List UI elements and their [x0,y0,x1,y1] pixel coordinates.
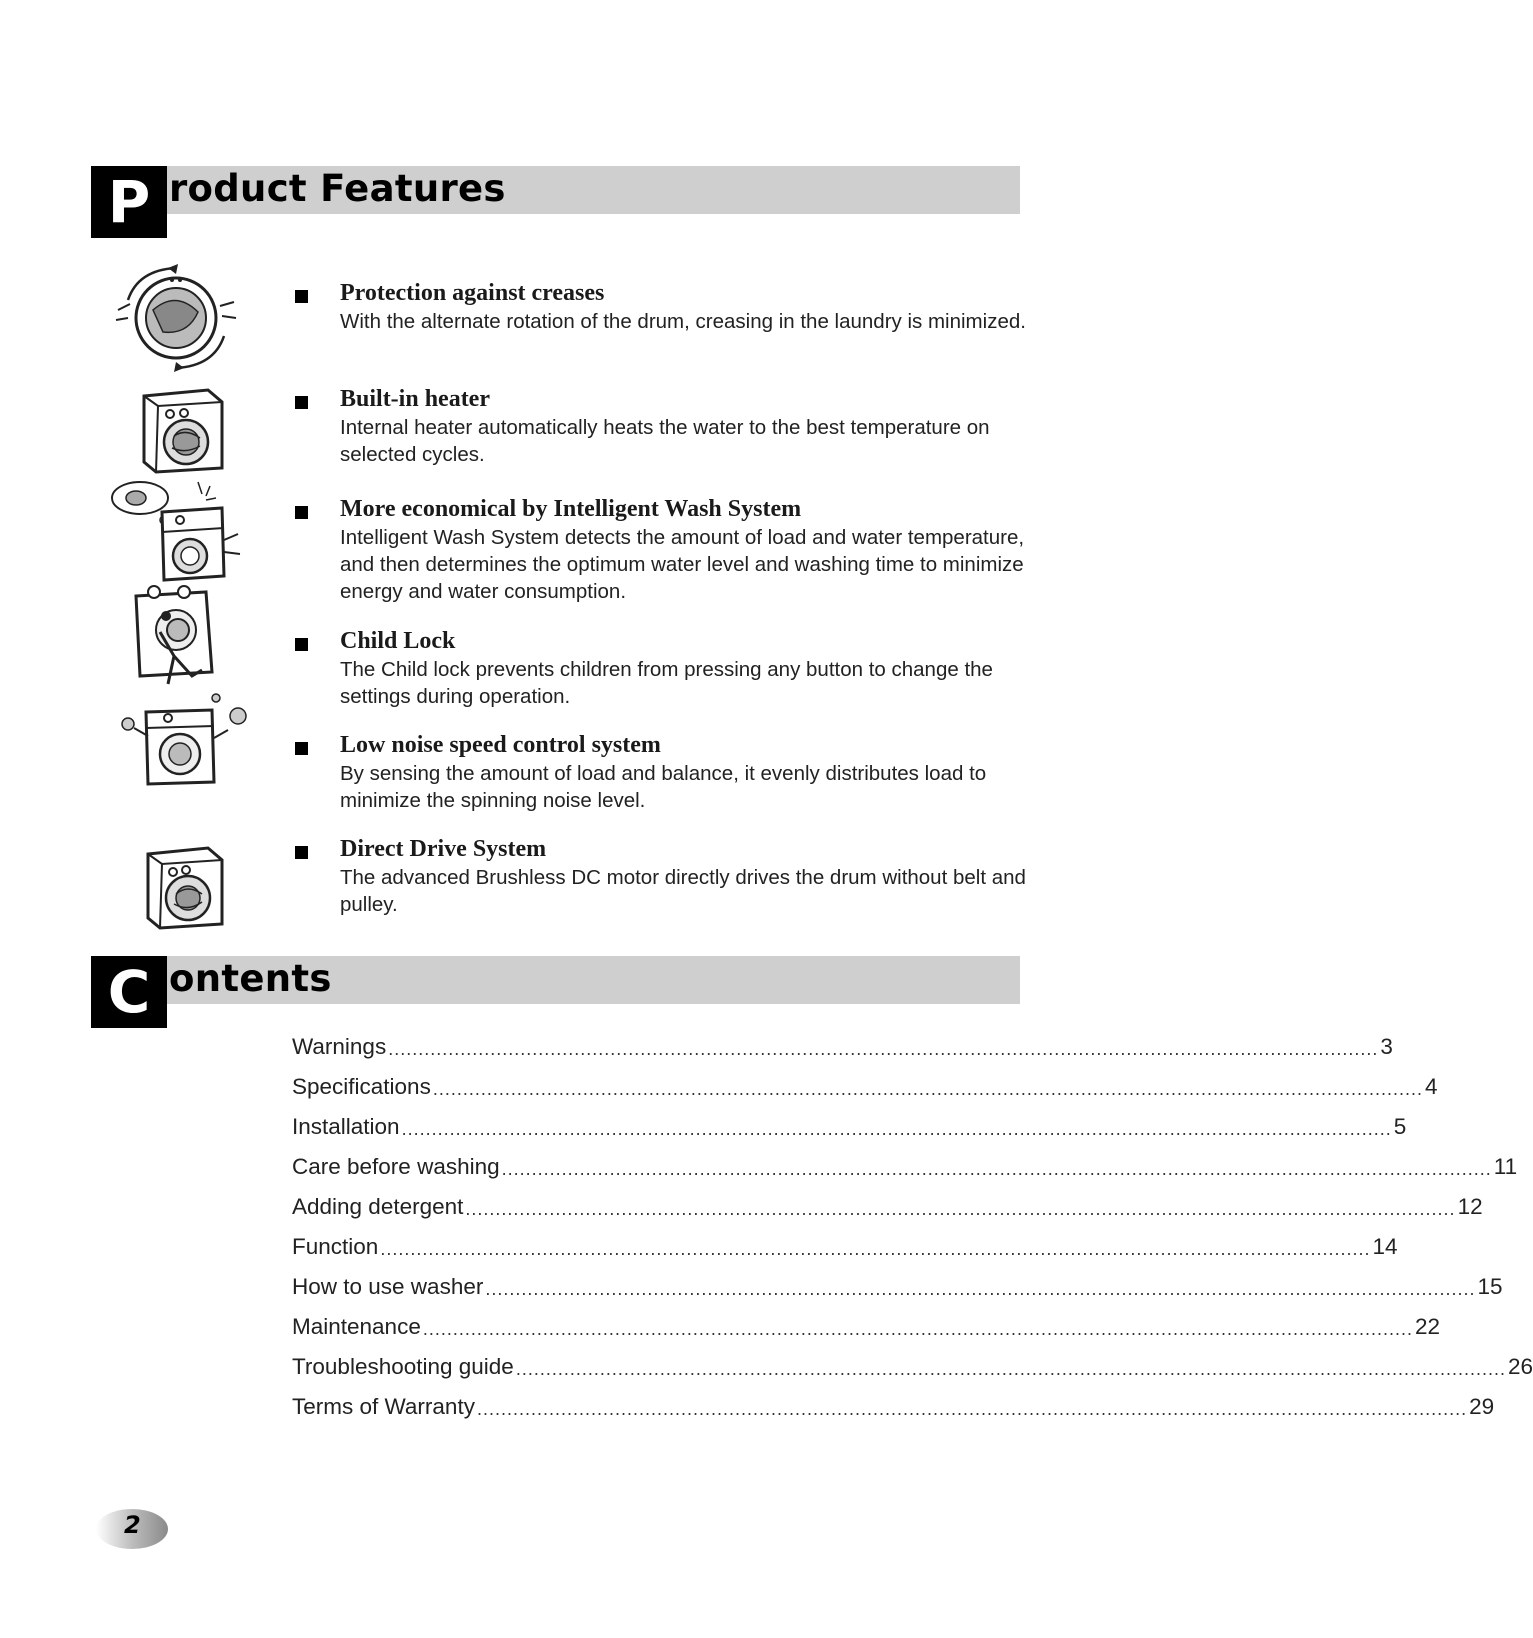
toc-label: Specifications [292,1074,431,1099]
feature-description: With the alternate rotation of the drum, creasing in the laundry is minimized. [340,310,1026,333]
header-cap-letter: C [91,956,167,1028]
feature-description: The advanced Brushless DC motor directly drives the drum without belt and pulley. [340,866,1026,916]
toc-entry-installation[interactable] [292,1112,1407,1142]
toc-leader-dots: ..................................................................................................................................................................... [501,1159,1492,1179]
toc-page-number: 12 [1457,1194,1483,1219]
contents-header [91,956,1020,1028]
toc-label: Warnings [292,1034,387,1059]
toc-label: Care before washing [292,1154,500,1179]
toc-entry-terms-of-warranty[interactable] [292,1392,1495,1422]
page-number: 2 [124,1511,141,1539]
feature-title: More economical by Intelligent Wash System [340,496,802,522]
feature-description: Internal heater automatically heats the water to the best temperature on selected cycles. [340,416,990,466]
toc-page-number: 14 [1372,1234,1398,1259]
feature-title: Protection against creases [340,280,605,306]
header-cap-letter: P [91,166,167,238]
toc-page-number: 29 [1469,1394,1495,1419]
toc-label: Installation [292,1114,400,1139]
toc-label: How to use washer [292,1274,484,1299]
toc-page-number: 4 [1425,1074,1438,1099]
toc-leader-dots: ..................................................................................................................................................................... [401,1119,1392,1139]
toc-leader-dots: ..................................................................................................................................................................... [422,1319,1414,1339]
feature-description: Intelligent Wash System detects the amount of load and water temperature, and then determines the optimum water level and washing time to minimize energy and water consumption. [340,526,1025,603]
toc-page-number: 5 [1393,1114,1407,1139]
toc-leader-dots: ..................................................................................................................................................................... [465,1199,1456,1219]
bullet-square-icon [295,396,308,409]
toc-label: Function [292,1234,379,1259]
toc-leader-dots: ..................................................................................................................................................................... [388,1039,1379,1059]
feature-description: The Child lock prevents children from pressing any button to change the settings during operation. [340,658,993,708]
feature-title: Low noise speed control system [340,732,661,758]
toc-label: Troubleshooting guide [292,1354,514,1379]
toc-label: Terms of Warranty [292,1394,475,1419]
toc-page-number: 22 [1415,1314,1441,1339]
drum-rotation-icon [108,260,244,372]
toc-leader-dots: ..................................................................................................................................................................... [380,1239,1371,1259]
toc-entry-troubleshooting-guide[interactable] [292,1352,1533,1382]
toc-page-number: 26 [1508,1354,1533,1379]
bullet-square-icon [295,290,308,303]
toc-leader-dots: ..................................................................................................................................................................... [476,1399,1468,1419]
feature-description: By sensing the amount of load and balance, it evenly distributes load to minimize the spinning noise level. [340,762,987,812]
toc-page-number: 15 [1477,1274,1503,1299]
toc-page-number: 3 [1380,1034,1393,1059]
feature-title: Child Lock [340,628,456,654]
washer-heater-icon [134,384,230,476]
toc-leader-dots: ..................................................................................................................................................................... [432,1079,1423,1099]
feature-title: Direct Drive System [340,836,547,862]
toc-entry-how-to-use-washer[interactable] [292,1272,1503,1302]
toc-leader-dots: ..................................................................................................................................................................... [485,1279,1476,1299]
toc-entry-warnings[interactable] [292,1032,1393,1062]
page-title: roduct Features [169,167,506,210]
toc-label: Maintenance [292,1314,421,1339]
toc-entry-specifications[interactable] [292,1072,1438,1102]
toc-entry-care-before-washing[interactable] [292,1152,1518,1182]
bullet-square-icon [295,638,308,651]
toc-leader-dots: ..................................................................................................................................................................... [515,1359,1506,1379]
page-number-badge [88,1505,170,1553]
toc-page-number: 11 [1493,1154,1518,1179]
washer-direct-drive-icon [140,842,230,932]
toc-entry-maintenance[interactable] [292,1312,1441,1342]
washer-child-icon [130,586,226,698]
bullet-square-icon [295,742,308,755]
product-features-header [91,166,1020,238]
washer-quiet-icon [118,690,250,788]
washer-thinking-icon [106,478,242,584]
section-title: ontents [169,957,332,1000]
toc-entry-adding-detergent[interactable] [292,1192,1483,1222]
feature-title: Built-in heater [340,386,490,412]
bullet-square-icon [295,506,308,519]
bullet-square-icon [295,846,308,859]
toc-label: Adding detergent [292,1194,464,1219]
toc-entry-function[interactable] [292,1232,1398,1262]
